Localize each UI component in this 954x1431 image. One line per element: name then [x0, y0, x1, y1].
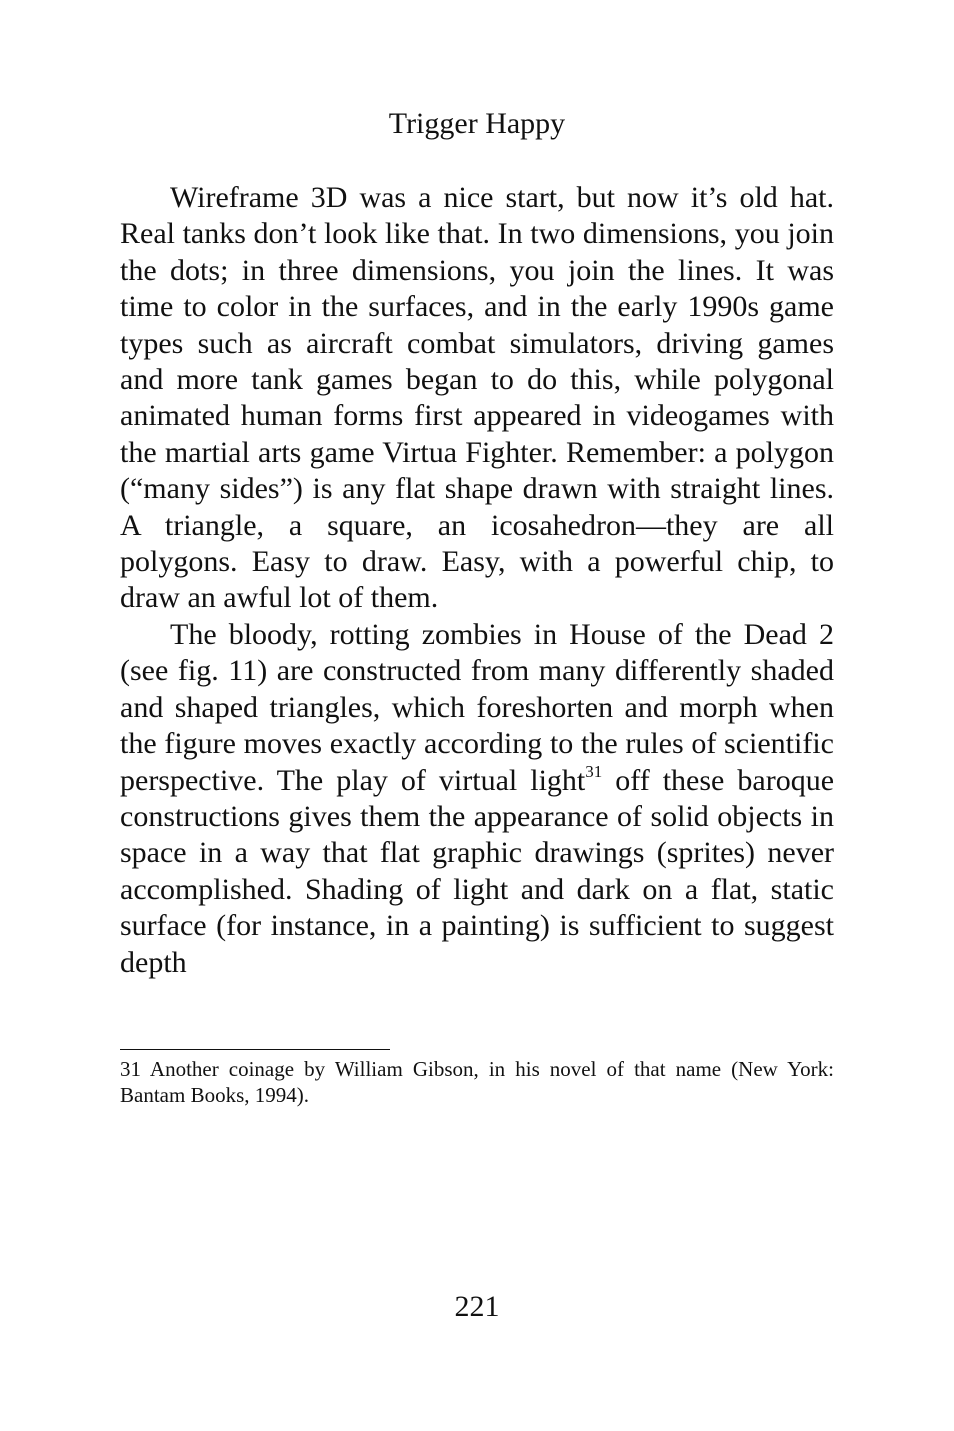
paragraph-2-text-b: off these baroque constructions gives them the appearance of solid objects in space in a way that flat graphic drawings (sprites) never accomplished. Shading of light and dark on a flat, static surface (for instance, in a painting) is sufficient to suggest depth — [120, 763, 835, 979]
running-title: Trigger Happy — [388, 107, 566, 140]
paragraph-2-text-a: The bloody, rotting zombies in House of the Dead 2 (see fig. 11) are constructed from many differently shaded and shaped triangles, which foreshorten and morph when the figure moves exactly according to the rules of scientific perspective. The play of virtual light — [120, 617, 834, 797]
page-number: 221 — [454, 1290, 500, 1323]
footnote-reference: 31 — [585, 761, 603, 781]
footnote-31: 31 Another coinage by William Gibson, in his novel of that name (New York: Bantam Books, 1994). — [120, 1057, 834, 1107]
body-text — [120, 180, 834, 981]
paragraph-1: Wireframe 3D was a nice start, but now it’s old hat. Real tanks don’t look like that. In two dimensions, you join the dots; in three dimensions, you join the lines. It was time to color in the surfaces, and in the early 1990s game types such as aircraft combat simulators, driving games and more tank games began to do this, while polygonal animated human forms first appeared in videogames with the martial arts game Virtua Fighter. Remember: a polygon (“many sides”) is any flat shape drawn with straight lines. A triangle, a square, an icosahedron—they are all polygons. Easy to draw. Easy, with a powerful chip, to draw an awful lot of them. — [120, 181, 834, 615]
footnote-divider — [120, 1049, 390, 1050]
paragraph-2 — [120, 617, 834, 981]
